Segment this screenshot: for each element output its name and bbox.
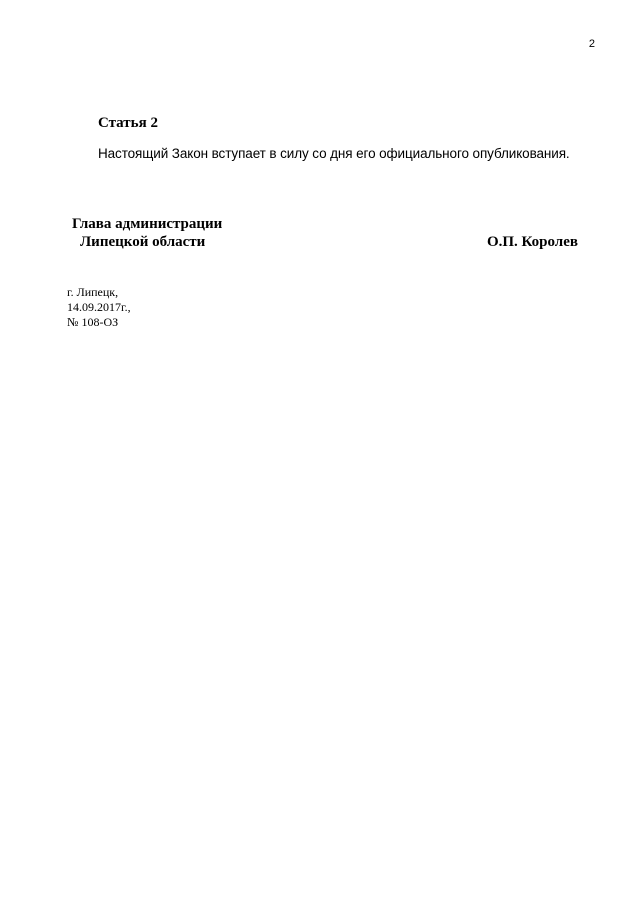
footer-date: 14.09.2017г., — [67, 300, 131, 314]
signature-title-line2: Липецкой области — [80, 234, 206, 250]
signature-title-line1: Глава администрации — [72, 216, 223, 232]
page-number: 2 — [588, 38, 595, 50]
footer-block — [67, 285, 131, 330]
footer-law-number: № 108-ОЗ — [67, 315, 119, 329]
article-heading: Статья 2 — [98, 115, 158, 131]
footer-city: г. Липецк, — [67, 285, 119, 299]
article-text: Настоящий Закон вступает в силу со дня его официального опубликования. — [98, 146, 570, 161]
signatory-name: О.П. Королев — [486, 234, 578, 250]
